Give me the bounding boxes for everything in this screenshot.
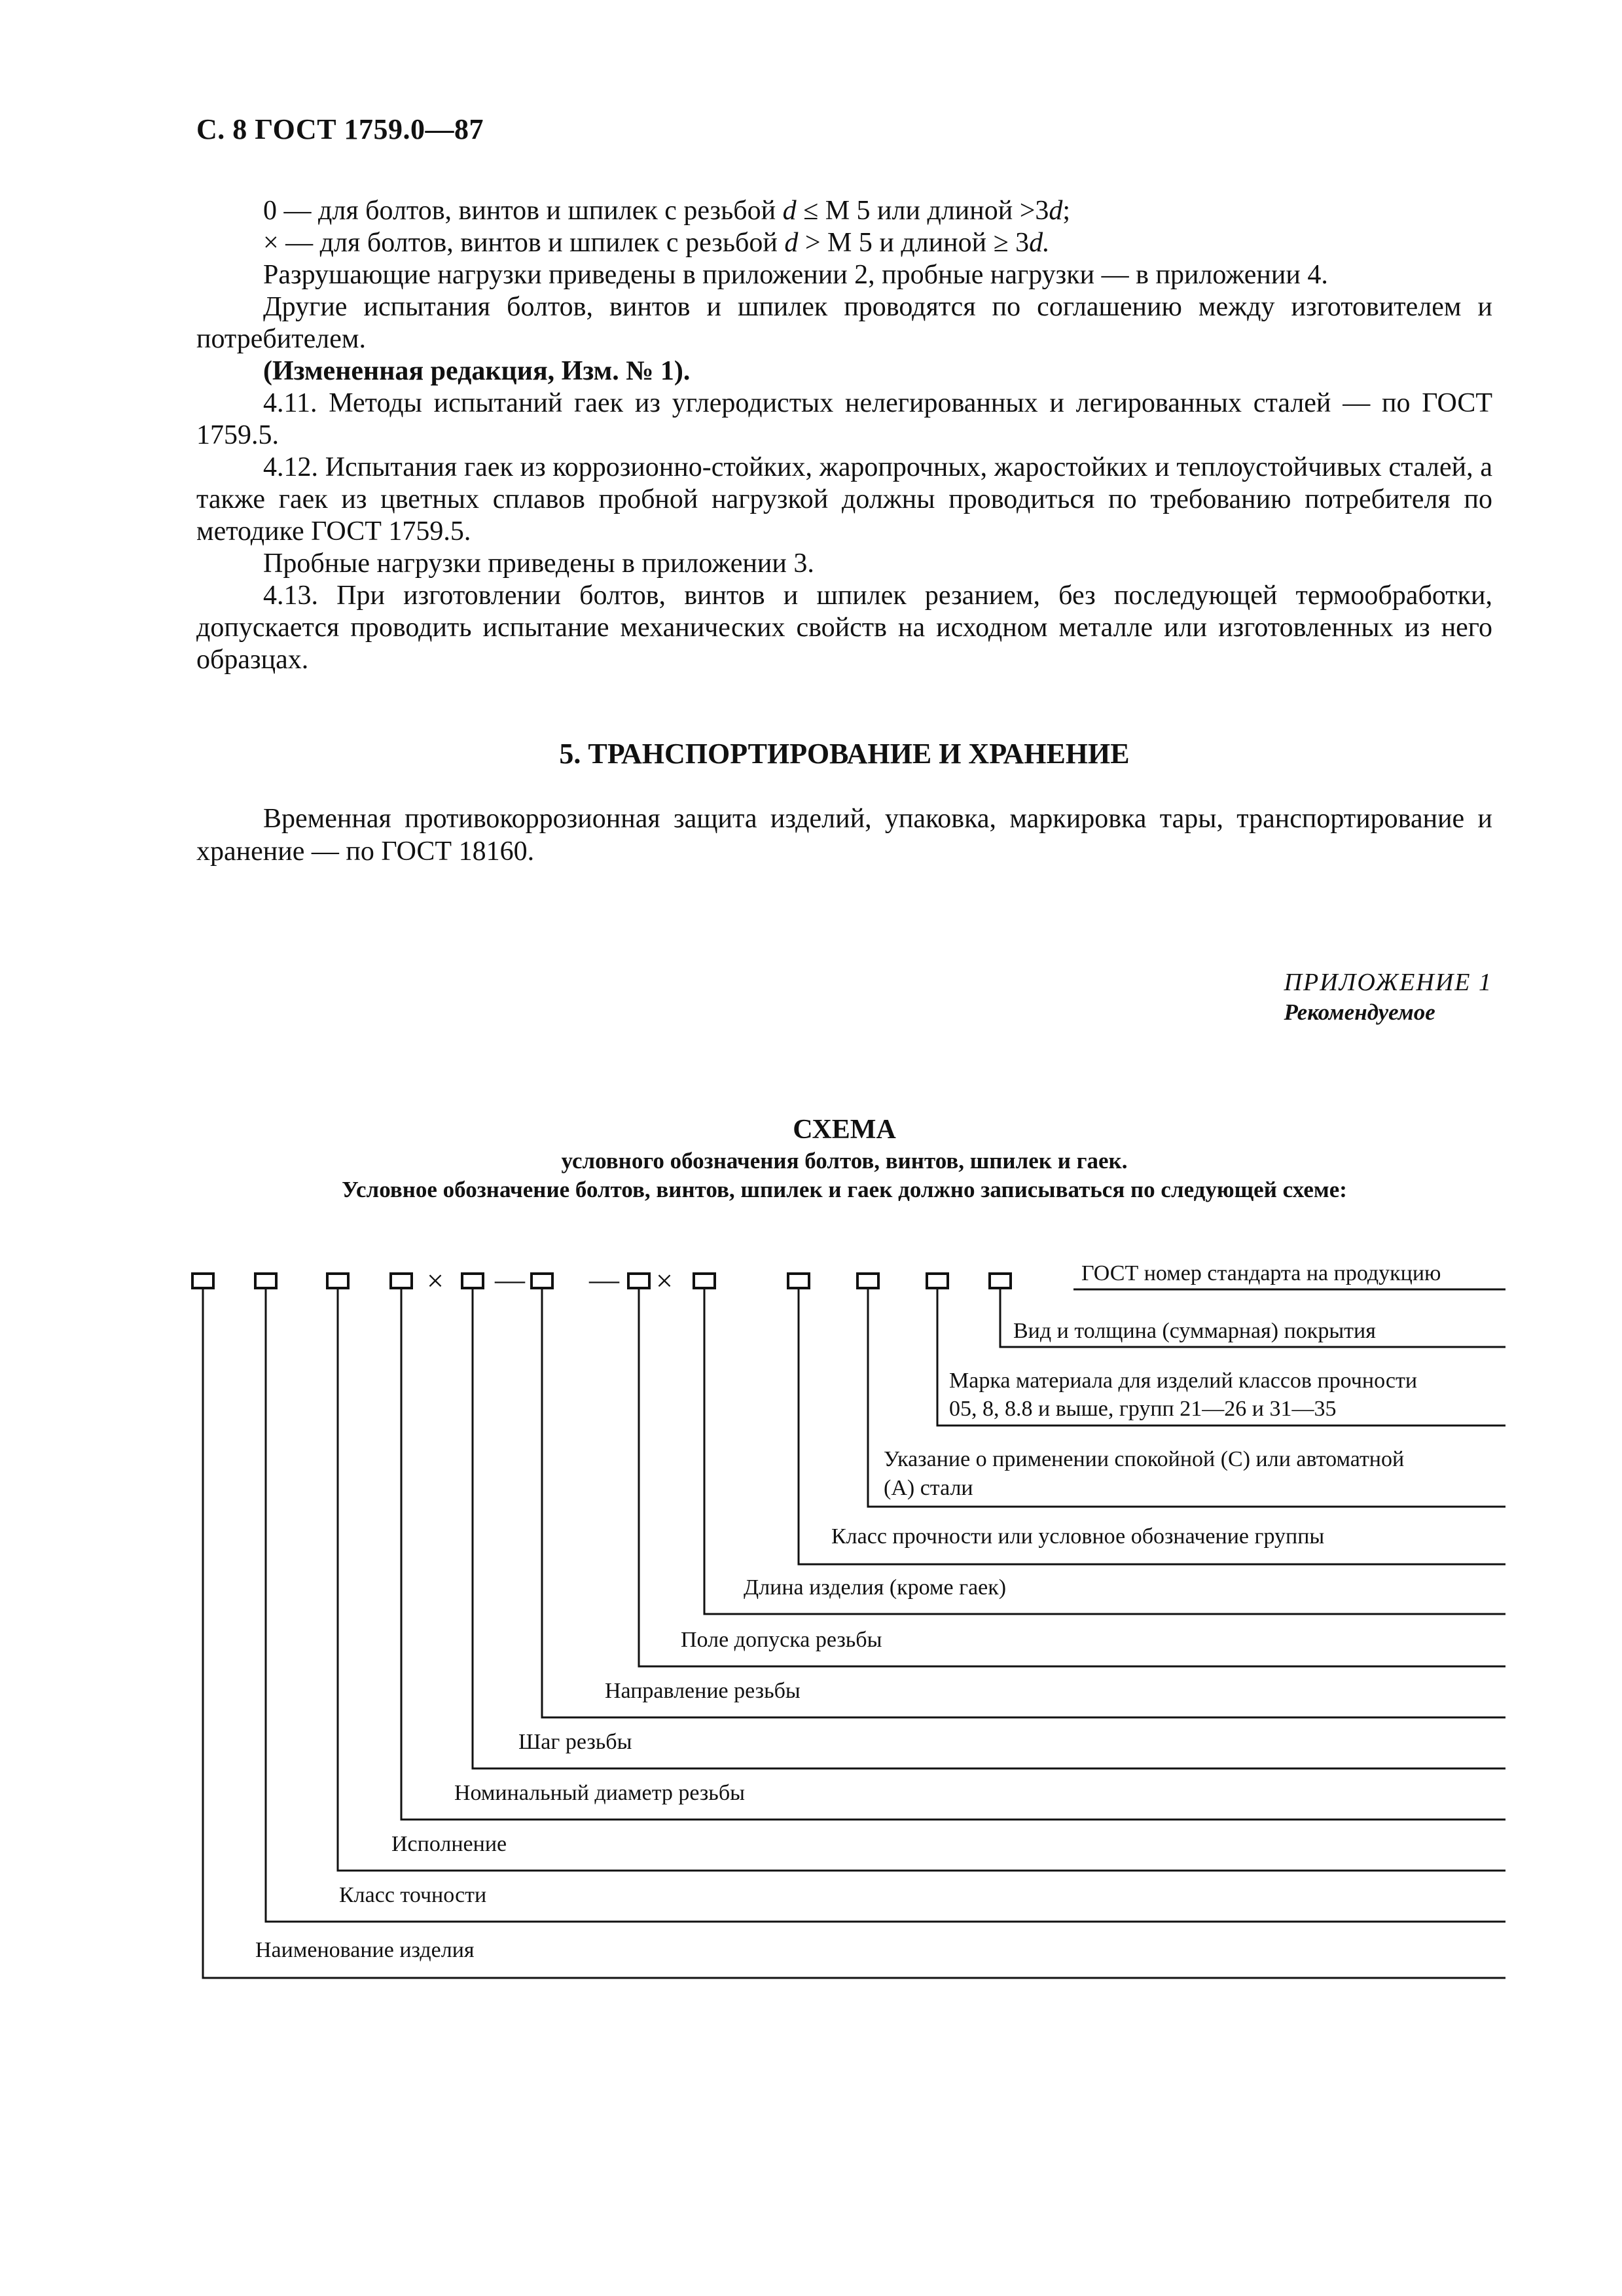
label-length: Длина изделия (кроме гаек) bbox=[744, 1575, 1007, 1600]
label-steel-1: Указание о применении спокойной (С) или автоматной bbox=[884, 1447, 1405, 1471]
para-amendment: (Измененная редакция, Изм. № 1). bbox=[263, 356, 691, 386]
label-diameter: Номинальный диаметр резьбы bbox=[454, 1781, 745, 1805]
leader-tolerance bbox=[639, 1289, 1505, 1666]
scheme-subtitle: условного обозначения болтов, винтов, шпилек и гаек. bbox=[561, 1148, 1128, 1174]
dash-symbol-2: — bbox=[589, 1263, 619, 1296]
label-accuracy: Класс точности bbox=[339, 1883, 487, 1907]
para-proof-loads: Пробные нагрузки приведены в приложении 3. bbox=[263, 548, 814, 579]
page-header: С. 8 ГОСТ 1759.0—87 bbox=[196, 113, 484, 145]
box-accuracy bbox=[255, 1274, 276, 1288]
para-zero-symbol: 0 — для болтов, винтов и шпилек с резьбой d ≤ М 5 или длиной >3d; bbox=[263, 196, 1071, 226]
label-strength: Класс прочности или условное обозначение группы bbox=[831, 1524, 1325, 1549]
section-text: Временная противокоррозионная защита изделий, упаковка, маркировка тары, транспортирование и хранение — по ГОСТ 18160. bbox=[196, 804, 1492, 867]
scheme-heading bbox=[196, 1113, 1492, 1204]
label-coating: Вид и толщина (суммарная) покрытия bbox=[1013, 1319, 1376, 1343]
appendix-title: ПРИЛОЖЕНИЕ 1 bbox=[1284, 969, 1492, 996]
appendix-subtitle: Рекомендуемое bbox=[1284, 999, 1435, 1025]
dash-symbol-1: — bbox=[495, 1263, 525, 1296]
box-material bbox=[927, 1274, 948, 1288]
appendix-label bbox=[1284, 967, 1492, 1028]
label-material-2: 05, 8, 8.8 и выше, групп 21—26 и 31—35 bbox=[949, 1397, 1337, 1421]
box-strength bbox=[788, 1274, 809, 1288]
label-product: Наименование изделия bbox=[255, 1938, 475, 1962]
para-other-tests: Другие испытания болтов, винтов и шпилек проводятся по соглашению между изготовителем и потребителем. bbox=[196, 292, 1492, 354]
box-coating bbox=[990, 1274, 1011, 1288]
times-symbol-1: × bbox=[427, 1264, 444, 1297]
para-loads: Разрушающие нагрузки приведены в приложении 2, пробные нагрузки — в приложении 4. bbox=[263, 260, 1328, 290]
scheme-symbols bbox=[427, 1263, 673, 1297]
label-direction: Направление резьбы bbox=[605, 1679, 801, 1703]
section-title: 5. ТРАНСПОРТИРОВАНИЕ И ХРАНЕНИЕ bbox=[559, 738, 1130, 770]
label-standard: ГОСТ номер стандарта на продукцию bbox=[1081, 1261, 1441, 1285]
box-version bbox=[327, 1274, 348, 1288]
label-version: Исполнение bbox=[391, 1832, 507, 1856]
scheme-labels bbox=[255, 1261, 1441, 1962]
label-pitch: Шаг резьбы bbox=[518, 1730, 632, 1754]
box-diameter bbox=[391, 1274, 412, 1288]
label-steel-2: (А) стали bbox=[884, 1476, 973, 1500]
box-steel bbox=[857, 1274, 878, 1288]
box-length bbox=[694, 1274, 715, 1288]
body-text bbox=[196, 195, 1492, 676]
scheme-instruction: Условное обозначение болтов, винтов, шпилек и гаек должно записываться по следующей схеме: bbox=[342, 1177, 1347, 1202]
para-4-12: 4.12. Испытания гаек из коррозионно-стойких, жаропрочных, жаростойких и теплоустойчивых сталей, а также гаек из цветных сплавов пробной нагрузкой должны проводиться по требованию потребителя по методике ГОСТ 1759.5. bbox=[196, 452, 1492, 547]
times-symbol-2: × bbox=[656, 1264, 673, 1297]
box-pitch bbox=[462, 1274, 483, 1288]
leader-direction bbox=[542, 1289, 1505, 1717]
box-tolerance bbox=[628, 1274, 649, 1288]
label-material-1: Марка материала для изделий классов прочности bbox=[949, 1369, 1418, 1393]
para-4-11: 4.11. Методы испытаний гаек из углеродистых нелегированных и легированных сталей — по ГОСТ 1759.5. bbox=[196, 388, 1492, 450]
para-4-13: 4.13. При изготовлении болтов, винтов и шпилек резанием, без последующей термообработки, допускается проводить испытание механических свойств на исходном металле или изготовленных из него образцах. bbox=[196, 581, 1492, 675]
box-direction bbox=[532, 1274, 552, 1288]
scheme-title: СХЕМА bbox=[793, 1115, 896, 1145]
label-tolerance: Поле допуска резьбы bbox=[681, 1628, 882, 1652]
box-product bbox=[192, 1274, 213, 1288]
para-times-symbol: × — для болтов, винтов и шпилек с резьбой d > М 5 и длиной ≥ 3d. bbox=[263, 228, 1050, 258]
designation-scheme bbox=[0, 1230, 1622, 2042]
